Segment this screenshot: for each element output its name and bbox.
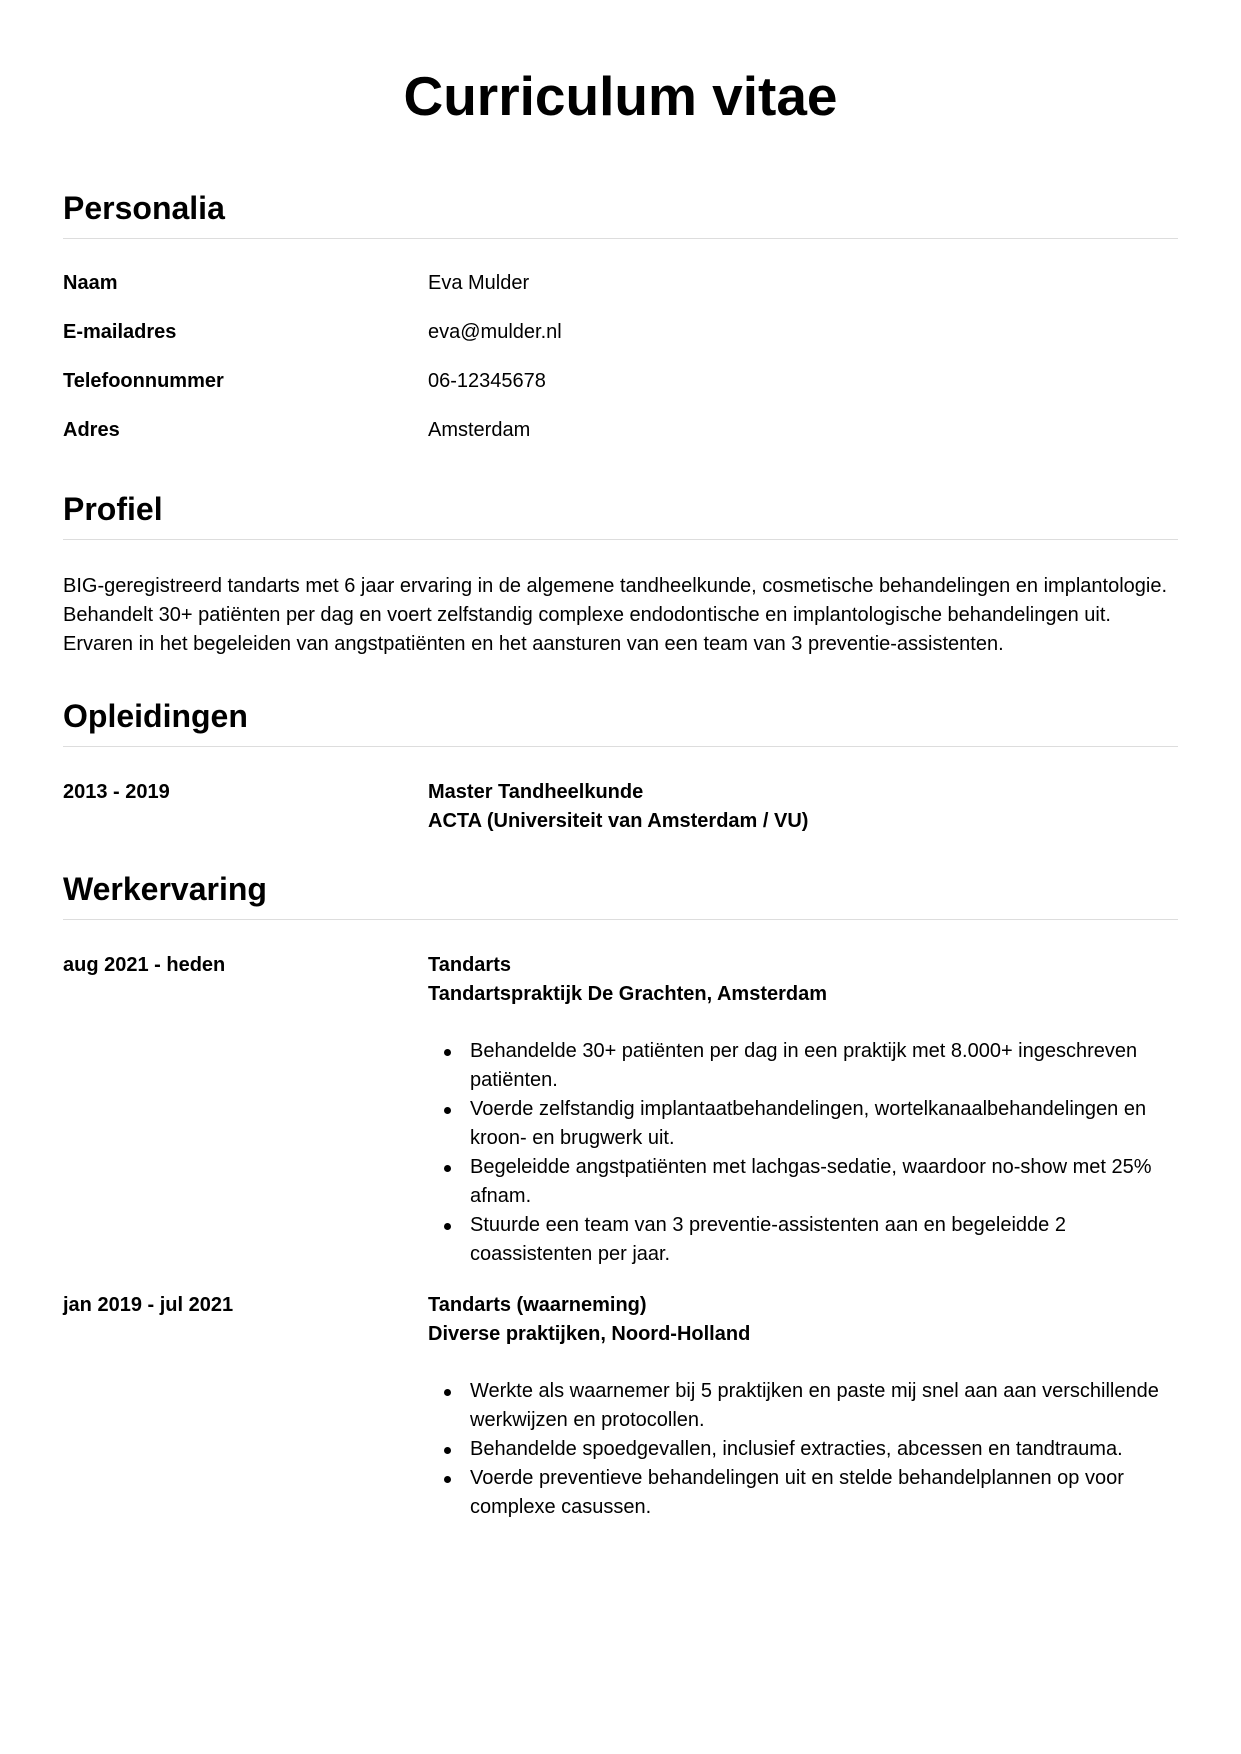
personalia-row-naam xyxy=(63,259,1178,308)
personalia-label: Telefoonnummer xyxy=(63,370,224,392)
work-bullets xyxy=(428,1037,1178,1269)
personalia-value: Eva Mulder xyxy=(428,272,530,294)
work-entry xyxy=(63,1291,1178,1522)
bullet-item xyxy=(428,1153,1178,1211)
profiel-section xyxy=(63,489,1178,659)
bullet-text: Voerde zelfstandig implantaatbehandelingen, wortelkanaalbehandelingen en kroon- en brugwerk uit. xyxy=(470,1098,1147,1149)
opleidingen-section xyxy=(63,696,1178,836)
work-title: Tandarts xyxy=(428,954,511,976)
personalia-list xyxy=(63,259,1178,455)
work-details xyxy=(428,951,1178,1269)
bullet-dot-icon xyxy=(444,1447,451,1454)
bullet-item xyxy=(428,1211,1178,1269)
bullet-dot-icon xyxy=(444,1107,451,1114)
work-entry xyxy=(63,951,1178,1269)
personalia-value: Amsterdam xyxy=(428,419,531,441)
bullet-text: Begeleidde angstpatiënten met lachgas-sedatie, waardoor no-show met 25% afnam. xyxy=(470,1156,1152,1207)
bullet-item xyxy=(428,1377,1178,1435)
personalia-label: Naam xyxy=(63,272,118,294)
bullet-dot-icon xyxy=(444,1389,451,1396)
personalia-label: Adres xyxy=(63,419,120,441)
bullet-dot-icon xyxy=(444,1049,451,1056)
bullet-dot-icon xyxy=(444,1476,451,1483)
work-employer: Diverse praktijken, Noord-Holland xyxy=(428,1323,751,1345)
work-bullets xyxy=(428,1377,1178,1522)
bullet-text: Voerde preventieve behandelingen uit en stelde behandelplannen op voor complexe casussen. xyxy=(470,1467,1124,1518)
bullet-item xyxy=(428,1464,1178,1522)
personalia-row-email xyxy=(63,308,1178,357)
work-period: jan 2019 - jul 2021 xyxy=(63,1294,234,1316)
work-title: Tandarts (waarneming) xyxy=(428,1294,647,1316)
work-details xyxy=(428,1291,1178,1522)
education-details xyxy=(428,778,1178,836)
profiel-text: BIG-geregistreerd tandarts met 6 jaar ervaring in de algemene tandheelkunde, cosmetische behandelingen en implantologie. Behandelt 30+ patiënten per dag en voert zelfstandig complexe endodontische en implantologische behandelingen uit. Ervaren in het begeleiden van angstpatiënten en het aansturen van een team van 3 preventie-assistenten. xyxy=(63,575,1168,655)
bullet-dot-icon xyxy=(444,1165,451,1172)
personalia-row-adres xyxy=(63,406,1178,455)
profiel-heading: Profiel xyxy=(63,489,1178,540)
education-period: 2013 - 2019 xyxy=(63,781,170,803)
personalia-value: 06-12345678 xyxy=(428,370,546,392)
work-employer: Tandartspraktijk De Grachten, Amsterdam xyxy=(428,983,828,1005)
personalia-section xyxy=(63,188,1178,455)
bullet-item xyxy=(428,1435,1178,1464)
education-entry xyxy=(63,778,1178,836)
personalia-value: eva@mulder.nl xyxy=(428,321,562,343)
bullet-text: Behandelde 30+ patiënten per dag in een praktijk met 8.000+ ingeschreven patiënten. xyxy=(470,1040,1138,1091)
bullet-text: Stuurde een team van 3 preventie-assistenten aan en begeleidde 2 coassistenten per jaar. xyxy=(470,1214,1066,1265)
bullet-item xyxy=(428,1095,1178,1153)
document-title: Curriculum vitae xyxy=(403,65,838,127)
bullet-item xyxy=(428,1037,1178,1095)
education-title: Master Tandheelkunde xyxy=(428,781,644,803)
personalia-label: E-mailadres xyxy=(63,321,177,343)
personalia-heading: Personalia xyxy=(63,188,1178,239)
werkervaring-heading: Werkervaring xyxy=(63,869,1178,920)
bullet-text: Werkte als waarnemer bij 5 praktijken en paste mij snel aan aan verschillende werkwijzen en protocollen. xyxy=(470,1380,1159,1431)
bullet-text: Behandelde spoedgevallen, inclusief extracties, abcessen en tandtrauma. xyxy=(470,1438,1123,1460)
education-institution: ACTA (Universiteit van Amsterdam / VU) xyxy=(428,810,809,832)
opleidingen-heading: Opleidingen xyxy=(63,696,1178,747)
personalia-row-telefoon xyxy=(63,357,1178,406)
bullet-dot-icon xyxy=(444,1223,451,1230)
werkervaring-section xyxy=(63,869,1178,1522)
work-period: aug 2021 - heden xyxy=(63,954,226,976)
